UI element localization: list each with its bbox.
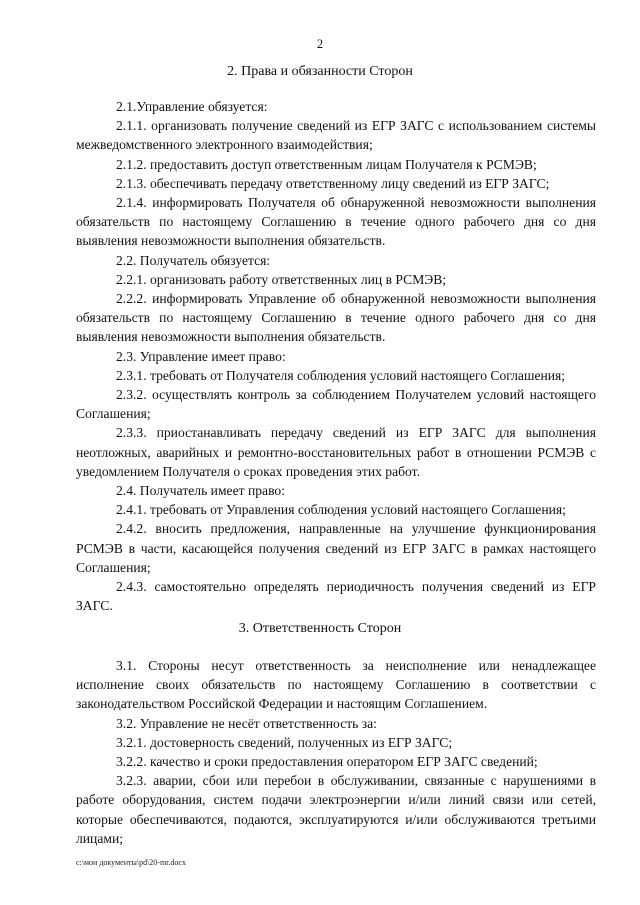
paragraph: 2.1.3. обеспечивать передачу ответственному лицу сведений из ЕГР ЗАГС; — [116, 175, 550, 191]
paragraph: 2.1.1. организовать получение сведений из ЕГР ЗАГС с использованием системы межведомственного электронного взаимодействия; — [76, 118, 596, 153]
paragraph: 2.1.Управление обязуется: — [116, 99, 268, 114]
paragraph: 2.4. Получатель имеет право: — [116, 483, 285, 499]
paragraph: 3.1. Стороны несут ответственность за неисполнение или ненадлежащее исполнение своих обязательств по настоящему Соглашению в соответствии с законодательством Российской Федерации и настоящим Соглашением. — [76, 658, 596, 712]
footer-file-path: c:\мои документы\pd\20-mr.docx — [76, 858, 186, 867]
paragraph: 2.4.1. требовать от Управления соблюдения условий настоящего Соглашения; — [116, 502, 566, 518]
paragraph: 2.1.4. информировать Получателя об обнаруженной невозможности выполнения обязательств по настоящему Соглашению в течение одного рабочего дня со дня выявления невозможности выполнения обязательств. — [76, 195, 596, 249]
section-2-body — [76, 97, 596, 615]
section-2-title: 2. Права и обязанности Сторон — [227, 64, 413, 79]
paragraph: 3.2.2. качество и сроки предоставления оператором ЕГР ЗАГС сведений; — [116, 754, 538, 770]
page-number: 2 — [316, 37, 324, 51]
section-3-title: 3. Ответственность Сторон — [238, 621, 402, 636]
paragraph: 3.2.1. достоверность сведений, полученных из ЕГР ЗАГС; — [116, 734, 453, 750]
paragraph: 2.2.2. информировать Управление об обнаруженной невозможности выполнения обязательств по настоящему Соглашению в течение одного рабочего дня со дня выявления невозможности выполнения обязательств. — [76, 291, 596, 345]
paragraph: 2.4.3. самостоятельно определять периодичность получения сведений из ЕГР ЗАГС. — [76, 579, 596, 614]
paragraph: 2.3.2. осуществлять контроль за соблюдением Получателем условий настоящего Соглашения; — [76, 387, 596, 422]
paragraph: 2.2. Получатель обязуется: — [116, 252, 271, 268]
paragraph: 2.3. Управление имеет право: — [116, 348, 286, 364]
paragraph: 2.2.1. организовать работу ответственных лиц в РСМЭВ; — [116, 271, 447, 287]
paragraph: 2.3.1. требовать от Получателя соблюдения условий настоящего Соглашения; — [116, 367, 566, 383]
paragraph: 3.2. Управление не несёт ответственность за: — [116, 715, 377, 731]
section-3-body — [76, 656, 596, 848]
paragraph: 2.3.3. приостанавливать передачу сведений из ЕГР ЗАГС для выполнения неотложных, аварийных и ремонтно-восстановительных работ в отношении РСМЭВ с уведомлением Получателя о сроках проведения этих работ. — [76, 425, 596, 479]
paragraph: 2.1.2. предоставить доступ ответственным лицам Получателя к РСМЭВ; — [116, 156, 537, 172]
paragraph: 3.2.3. аварии, сбои или перебои в обслуживании, связанные с нарушениями в работе оборудования, систем подачи электроэнергии и/или линий связи или сетей, которые обеспечиваются, подаются, эксплуатируются и/или обслуживаются третьими лицами; — [76, 773, 596, 846]
paragraph: 2.4.2. вносить предложения, направленные на улучшение функционирования РСМЭВ в части, касающейся получения сведений из ЕГР ЗАГС в рамках настоящего Соглашения; — [76, 521, 596, 575]
